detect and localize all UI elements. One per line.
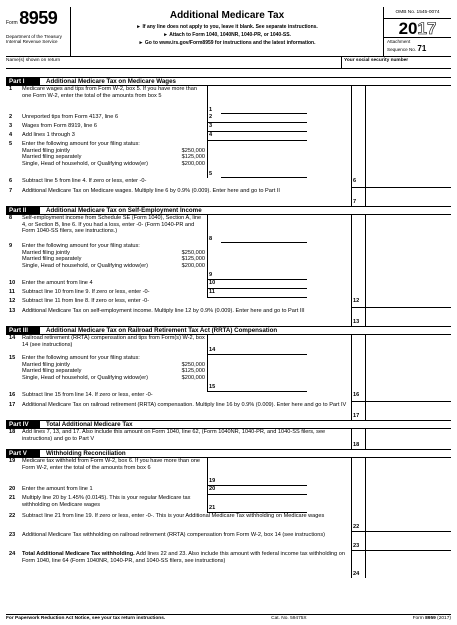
line-23-row: 23 Additional Medicare Tax withholding on railroad retirement (RRTA) compensation from Form W-2, box 14 (see instructions) 23 <box>6 532 451 551</box>
line-24-amount[interactable] <box>365 551 451 578</box>
catalog-number: Cat. No. 59475X <box>271 616 307 622</box>
line-7-row: 7 Additional Medicare Tax on Medicare wages. Multiply line 6 by 0.9% (0.009). Enter here and go to Part II 7 <box>6 188 451 206</box>
line-4-text: Add lines 1 through 3 <box>22 132 75 138</box>
attachment-label: Attachment <box>387 38 411 44</box>
line-1-row: 1 Medicare wages and tips from Form W-2, box 5. If you have more than one Form W-2, enter the total of the amounts from box 5 1 <box>6 86 451 114</box>
ssn-field[interactable] <box>341 57 451 68</box>
part-5-title: Withholding Reconciliation <box>46 449 126 457</box>
omb-number: OMB No. 1545-0074 <box>384 7 451 19</box>
instruction-line-1: ► If any line does not apply to you, leave it blank. See separate instructions. <box>136 24 318 30</box>
line-19-amount[interactable] <box>221 458 307 486</box>
line-16-row: 16 Subtract line 15 from line 14. If zero or less, enter -0- 16 <box>6 392 451 402</box>
line-5-mfj-amount: $250,000 <box>181 147 205 154</box>
line-5-single: Single, Head of household, or Qualifying widow(er) <box>22 161 148 168</box>
line-10-row: 10 Enter the amount from line 4 10 <box>6 280 451 289</box>
omb-block <box>383 7 451 56</box>
part-2-header <box>6 206 451 215</box>
line-22-text: Subtract line 21 from line 19. If zero or less, enter -0-. This is your Additional Medicare Tax withholding on Medicare wages <box>22 513 325 519</box>
instruction-line-3: ► Go to www.irs.gov/Form8959 for instructions and the latest information. <box>138 40 316 46</box>
line-20-row: 20 Enter the amount from line 1 20 <box>6 486 451 495</box>
line-16-amount[interactable] <box>365 392 451 402</box>
dept-line-2: Internal Revenue Service <box>6 38 58 44</box>
sequence-label: Sequence No. <box>387 47 417 53</box>
line-15-amount[interactable] <box>221 355 307 392</box>
line-7-text: Additional Medicare Tax on Medicare wages. Multiply line 6 by 0.9% (0.009). Enter here and go to Part II <box>22 188 280 194</box>
line-2-amount[interactable] <box>221 114 307 123</box>
part-4-title: Total Additional Medicare Tax <box>46 420 133 428</box>
line-10-text: Enter the amount from line 4 <box>22 280 93 286</box>
line-12-amount[interactable] <box>365 298 451 308</box>
line-5-mfs: Married filing separately <box>22 154 82 161</box>
line-2-text: Unreported tips from Form 4137, line 6 <box>22 114 119 120</box>
line-9-mfs-amount: $125,000 <box>181 256 205 263</box>
line-8-row: 8 Self-employment income from Schedule SE (Form 1040), Section A, line 4, or Section B, line 6. If you had a loss, enter -0- (Form 1040-PR and Form 1040-SS filers, see instructions.) 8 <box>6 215 451 243</box>
line-15-single: Single, Head of household, or Qualifying widow(er) <box>22 375 148 382</box>
line-3-row: 3 Wages from Form 8919, line 6 3 <box>6 123 451 132</box>
line-15-mfj: Married filing jointly <box>22 361 70 368</box>
instruction-line-2: ► Attach to Form 1040, 1040NR, 1040-PR, or 1040-SS. <box>163 32 291 38</box>
sequence-block <box>384 37 451 54</box>
line-9-mfs: Married filing separately <box>22 256 82 263</box>
part-2-label: Part II <box>6 207 40 214</box>
part-3-title: Additional Medicare Tax on Railroad Retirement Tax Act (RRTA) Compensation <box>46 326 278 334</box>
line-17-text: Additional Medicare Tax on railroad retirement (RRTA) compensation. Multiply line 16 by 0.9% (0.009). Enter here and go to Part IV <box>22 402 347 408</box>
department <box>6 34 70 45</box>
part-3-header <box>6 326 451 335</box>
part-4-header <box>6 420 451 429</box>
line-23-amount[interactable] <box>365 532 451 551</box>
line-10-amount[interactable] <box>221 280 307 289</box>
line-12-text: Subtract line 11 from line 8. If zero or less, enter -0- <box>22 298 150 304</box>
part-1-header <box>6 77 451 86</box>
line-9-single: Single, Head of household, or Qualifying widow(er) <box>22 263 148 270</box>
line-6-text: Subtract line 5 from line 4. If zero or less, enter -0- <box>22 178 147 184</box>
form-header <box>6 7 451 57</box>
sequence-number: 71 <box>417 44 427 54</box>
line-22-amount[interactable] <box>365 513 451 532</box>
line-5-row: 5 Enter the following amount for your filing status: Married filing jointly $250,000 Married filing separately $125,000 Single, Head of household, or Qualifying widow(er) $200,000 5 <box>6 141 451 178</box>
line-5-single-amount: $200,000 <box>181 161 205 168</box>
form-title: Additional Medicare Tax <box>169 10 285 21</box>
line-19-text: Medicare tax withheld from Form W-2, box 6. If you have more than one Form W-2, enter the total of the amounts from box 6 <box>22 458 201 471</box>
line-9-text: Enter the following amount for your filing status: <box>22 243 140 249</box>
line-23-text: Additional Medicare Tax withholding on railroad retirement (RRTA) compensation from Form W-2, box 14 (see instructions) <box>22 532 326 538</box>
name-ssn-row <box>6 57 451 69</box>
line-5-text: Enter the following amount for your filing status: <box>22 141 140 147</box>
line-22-row: 22 Subtract line 21 from line 19. If zero or less, enter -0-. This is your Additional Medicare Tax withholding on Medicare wages 22 <box>6 513 451 532</box>
line-21-text: Multiply line 20 by 1.45% (0.0145). This is your regular Medicare tax withholding on Medicare wages <box>22 495 191 508</box>
line-24-row: 24 Total Additional Medicare Tax withholding. Add lines 22 and 23. Also include this amount with federal income tax withholding on Form 1040, line 64 (Form 1040NR, 1040-PR, and 1040-SS filers, see instructions) 24 <box>6 551 451 578</box>
form-title-block <box>71 7 383 56</box>
line-5-mfj: Married filing jointly <box>22 147 70 154</box>
footer-year: (2017) <box>437 616 451 622</box>
part-1-title: Additional Medicare Tax on Medicare Wages <box>46 77 176 85</box>
year-prefix: 20 <box>398 18 418 38</box>
line-11-text: Subtract line 10 from line 9. If zero or less, enter -0- <box>22 289 150 295</box>
line-2-row: 2 Unreported tips from Form 4137, line 6 2 <box>6 114 451 123</box>
line-20-amount[interactable] <box>221 486 307 495</box>
dept-line-1: Department of the Treasury <box>6 33 62 39</box>
line-14-amount[interactable] <box>221 335 307 355</box>
line-14-text: Railroad retirement (RRTA) compensation and tips from Form(s) W-2, box 14 (see instructions) <box>22 335 205 348</box>
line-15-mfs: Married filing separately <box>22 368 82 375</box>
part-3-label: Part III <box>6 327 40 334</box>
line-4-row: 4 Add lines 1 through 3 4 <box>6 132 451 141</box>
line-16-text: Subtract line 15 from line 14. If zero or less, enter -0- <box>22 392 153 398</box>
form-word: Form <box>6 20 18 26</box>
line-9-single-amount: $200,000 <box>181 263 205 270</box>
line-9-amount[interactable] <box>221 243 307 280</box>
line-15-row: 15 Enter the following amount for your filing status: Married filing jointly $250,000 Married filing separately $125,000 Single, Head of household, or Qualifying widow(er) $200,000 15 <box>6 355 451 392</box>
line-12-row: 12 Subtract line 11 from line 8. If zero or less, enter -0- 12 <box>6 298 451 308</box>
line-5-amount[interactable] <box>221 141 307 178</box>
form-footer <box>6 614 451 622</box>
line-21-amount[interactable] <box>221 495 307 513</box>
part-5-header <box>6 449 451 458</box>
part-1-label: Part I <box>6 78 40 85</box>
ssn-label: Your social security number <box>344 58 409 63</box>
line-15-single-amount: $200,000 <box>181 375 205 382</box>
line-14-row: 14 Railroad retirement (RRTA) compensation and tips from Form(s) W-2, box 14 (see instructions) 14 <box>6 335 451 355</box>
line-4-amount[interactable] <box>221 132 307 141</box>
line-13-text: Additional Medicare Tax on self-employment income. Multiply line 12 by 0.9% (0.009). Enter here and go to Part III <box>22 308 305 314</box>
line-15-mfs-amount: $125,000 <box>181 368 205 375</box>
line-9-row: 9 Enter the following amount for your filing status: Married filing jointly $250,000 Married filing separately $125,000 Single, Head of household, or Qualifying widow(er) $200,000 9 <box>6 243 451 280</box>
line-18-amount[interactable] <box>365 429 451 449</box>
tax-year <box>384 19 451 37</box>
line-17-amount[interactable] <box>365 402 451 420</box>
line-8-text: Self-employment income from Schedule SE (Form 1040), Section A, line 4, or Section B, line 6. If you had a loss, enter -0- (Form 1040-PR and Form 1040-SS filers, see instructions.) <box>22 215 202 235</box>
line-9-mfj-amount: $250,000 <box>181 249 205 256</box>
form-number: 8959 <box>19 8 58 28</box>
line-15-text: Enter the following amount for your filing status: <box>22 355 140 361</box>
line-3-amount[interactable] <box>221 123 307 132</box>
footer-form-word: Form <box>412 616 424 622</box>
line-21-row: 21 Multiply line 20 by 1.45% (0.0145). This is your regular Medicare tax withholding on Medicare wages 21 <box>6 495 451 513</box>
line-18-text: Add lines 7, 13, and 17. Also include this amount on Form 1040, line 62, (Form 1040NR, 1040-PR, and 1040-SS filers, see instructions) and go to Part V <box>22 429 326 442</box>
line-5-mfs-amount: $125,000 <box>181 154 205 161</box>
line-18-row: 18 Add lines 7, 13, and 17. Also include this amount on Form 1040, line 62, (Form 1040NR, 1040-PR, and 1040-SS filers, see instructions) and go to Part V 18 <box>6 429 451 449</box>
line-11-row: 11 Subtract line 10 from line 9. If zero or less, enter -0- 11 <box>6 289 451 298</box>
line-9-mfj: Married filing jointly <box>22 249 70 256</box>
year-suffix: 17 <box>417 18 437 38</box>
line-19-row: 19 Medicare tax withheld from Form W-2, box 6. If you have more than one Form W-2, enter the total of the amounts from box 6 19 <box>6 458 451 486</box>
line-3-text: Wages from Form 8919, line 6 <box>22 123 98 129</box>
line-6-amount[interactable] <box>365 178 451 188</box>
names-label: Name(s) shown on return <box>6 58 61 63</box>
part-4-label: Part IV <box>6 421 40 428</box>
form-id-block <box>6 7 71 56</box>
line-1-text: Medicare wages and tips from Form W-2, box 5. If you have more than one Form W-2, enter the total of the amounts from box 5 <box>22 86 197 99</box>
paperwork-notice: For Paperwork Reduction Act Notice, see your tax return instructions. <box>6 616 166 622</box>
line-20-text: Enter the amount from line 1 <box>22 486 93 492</box>
line-13-row: 13 Additional Medicare Tax on self-employment income. Multiply line 12 by 0.9% (0.009). Enter here and go to Part III 13 <box>6 308 451 326</box>
line-11-amount[interactable] <box>221 289 307 298</box>
line-13-amount[interactable] <box>365 308 451 326</box>
line-7-amount[interactable] <box>365 188 451 206</box>
line-6-row: 6 Subtract line 5 from line 4. If zero or less, enter -0- 6 <box>6 178 451 188</box>
part-5-label: Part V <box>6 450 40 457</box>
names-field[interactable] <box>6 57 341 68</box>
line-24-text: Add lines 22 and 23. Also include this amount with federal income tax withholding on Form 1040, line 64 (Form 1040NR, 1040-PR, and 1040-SS filers, see instructions) <box>22 551 345 564</box>
line-8-amount[interactable] <box>221 215 307 243</box>
line-15-mfj-amount: $250,000 <box>181 361 205 368</box>
line-17-row: 17 Additional Medicare Tax on railroad retirement (RRTA) compensation. Multiply line 16 by 0.9% (0.009). Enter here and go to Part IV 17 <box>6 402 451 420</box>
line-24-bold-text: Total Additional Medicare Tax withholding. <box>22 551 135 557</box>
footer-form-number: 8959 <box>425 616 436 622</box>
line-1-amount[interactable] <box>221 86 307 114</box>
part-2-title: Additional Medicare Tax on Self-Employment Income <box>46 206 202 214</box>
